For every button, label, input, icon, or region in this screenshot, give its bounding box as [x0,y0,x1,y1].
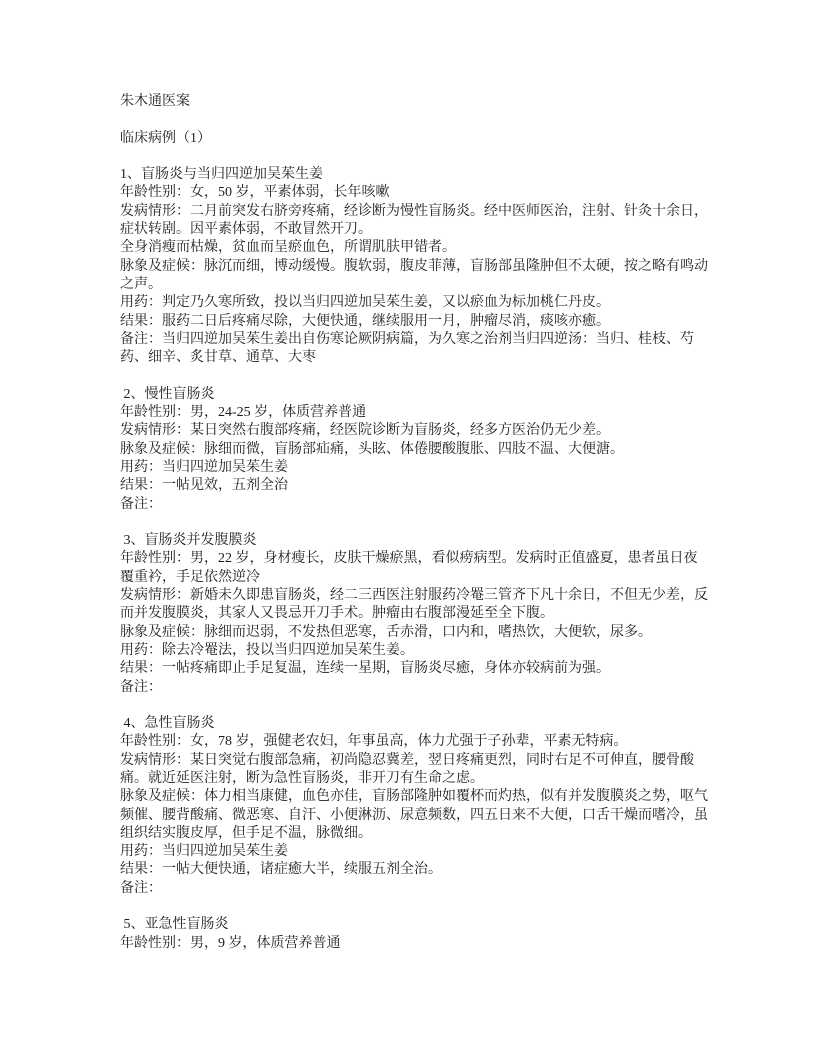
case-2-paragraph-note: 备注： [120,496,162,512]
case-block-3 [120,532,708,697]
case-4-heading: 4、急性盲肠炎 [120,716,215,732]
case-block-2 [120,386,708,514]
case-block-4 [120,715,708,898]
case-1-paragraph-note: 备注：当归四逆加吴茱生姜出自伤寒论厥阴病篇，为久寒之治剂当归四逆汤：当归、桂枝、芍药、细辛、炙甘草、通草、大枣 [120,331,694,366]
case-2-paragraph-medication: 用药：当归四逆加吴茱生姜 [120,459,288,475]
case-4-paragraph-pulse: 脉象及症候：体力相当康健，血色亦佳，盲肠部隆肿如覆杯而灼热，似有并发腹膜炎之势，呕气频催、腰背酸痛、微恶寒、自汗、小便淋沥、尿意频数，四五日来不大便，口舌干燥而嗜冷，虽组织结实腹皮厚，但手足不温，脉微细。 [120,789,708,841]
case-4-paragraph-medication: 用药：当归四逆加吴茱生姜 [120,844,288,860]
case-1-paragraph-body: 全身消瘦而枯燥，贫血而呈瘀血色，所谓肌肤甲错者。 [120,240,456,256]
case-2-paragraph-age: 年龄性别：男，24-25 岁，体质营养普通 [120,405,367,421]
case-1-paragraph-pulse: 脉象及症候：脉沉而细，博动缓慢。腹软弱，腹皮菲薄，盲肠部虽隆肿但不太硬，按之略有鸣动之声。 [120,258,708,292]
case-2-paragraph-pulse: 脉象及症候：脉细而微，盲肠部疝痛，头眩、体倦腰酸腹胀、四肢不温、大便溏。 [120,441,624,457]
document-body [120,93,708,953]
case-3-paragraph-note: 备注： [120,679,162,695]
case-3-paragraph-onset: 发病情形：新婚未久即患盲肠炎，经二三西医注射服药冷罨三管齐下凡十余日，不但无少差，反而并发腹膜炎，其家人又畏忌开刀手术。肿瘤由右腹部漫延至全下腹。 [120,588,708,622]
case-1-heading: 1、盲肠炎与当归四逆加吴茱生姜 [120,167,323,183]
case-1-paragraph-medication: 用药：判定乃久寒所致，投以当归四逆加吴茱生姜，又以瘀血为标加桃仁丹皮。 [120,295,610,311]
document-title: 朱木通医案 [120,94,190,109]
case-2-paragraph-onset: 发病情形：某日突然右腹部疼痛，经医院诊断为盲肠炎，经多方医治仍无少差。 [120,423,610,439]
case-1-paragraph-result: 结果：服药二日后疼痛尽除，大便快通，继续服用一月，肿瘤尽消，痰咳亦癒。 [120,313,610,329]
case-1-paragraph-onset: 发病情形：二月前突发右脐旁疼痛，经诊断为慢性盲肠炎。经中医师医治，注射、针灸十余日，症状转剧。因平素体弱，不敢冒然开刀。 [120,203,708,238]
case-3-paragraph-age: 年龄性别：男，22 岁，身材瘦长，皮肤干燥瘀黑，看似痨病型。发病时正值盛夏，患者虽日夜覆重衿，手足依然逆冷 [120,551,698,585]
case-4-paragraph-age: 年龄性别：女，78 岁，强健老农妇，年事虽高，体力尤强于子孙辈，平素无特病。 [120,734,628,750]
case-block-1 [120,166,708,367]
case-2-heading: 2、慢性盲肠炎 [120,386,215,402]
case-4-paragraph-onset: 发病情形：某日突觉右腹部急痛，初尚隐忍冀差，翌日疼痛更烈，同时右足不可伸直，腰骨酸痛。就近延医注射，断为急性盲肠炎，非开刀有生命之虑。 [120,752,694,786]
case-4-paragraph-note: 备注： [120,880,162,896]
case-1-paragraph-age: 年龄性别：女，50 岁，平素体弱，长年咳嗽 [120,185,390,201]
document-subtitle: 临床病例（1） [120,130,211,146]
case-4-paragraph-result: 结果：一帖大便快通，诸症癒大半，续服五剂全治。 [120,862,442,878]
case-3-heading: 3、盲肠炎并发腹膜炎 [120,533,257,549]
case-block-5 [120,916,708,953]
case-3-paragraph-medication: 用药：除去冷罨法，投以当归四逆加吴茱生姜。 [120,642,414,658]
case-2-paragraph-result: 结果：一帖见效，五剂全治 [120,478,288,494]
case-5-paragraph-age: 年龄性别：男，9 岁，体质营养普通 [120,935,341,951]
case-5-heading: 5、亚急性盲肠炎 [120,917,229,933]
case-3-paragraph-result: 结果：一帖疼痛即止手足复温，连续一星期，盲肠炎尽癒，身体亦较病前为强。 [120,661,610,677]
case-3-paragraph-pulse: 脉象及症候：脉细而迟弱，不发热但恶寒，舌赤滑，口内和，嗜热饮，大便软，尿多。 [120,624,652,640]
